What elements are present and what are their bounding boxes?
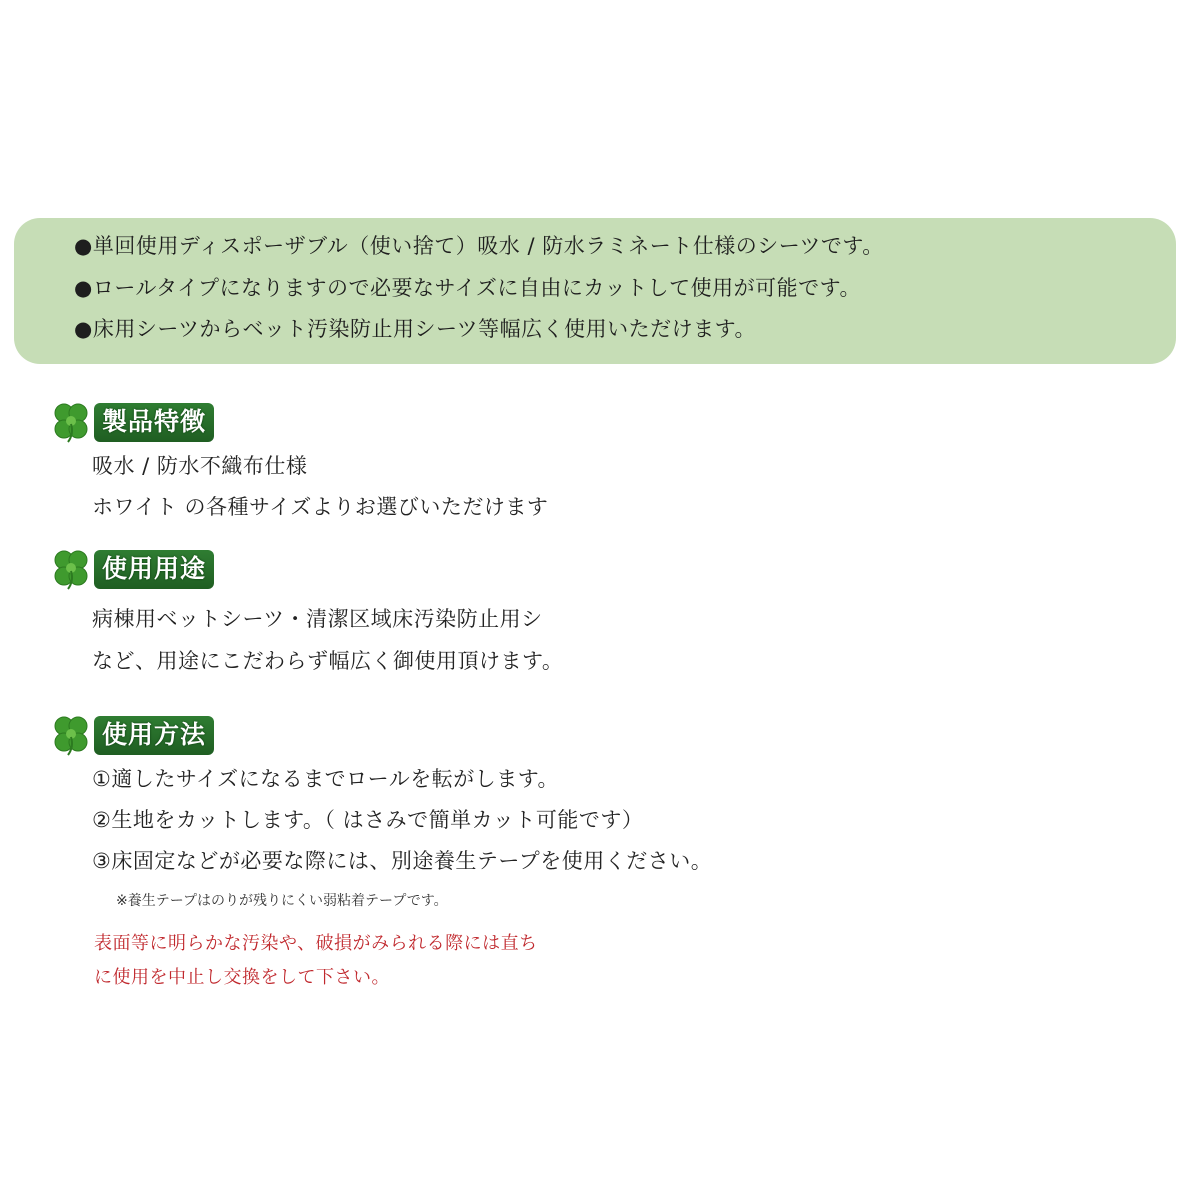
howto-step-1: ①適したサイズになるまでロールを転がします。 [92,767,560,791]
section-heading-howto [44,713,214,757]
warning-line-2: に使用を中止し交換をして下さい。 [94,967,390,988]
section-title-features: 製品特徴 [94,403,214,442]
summary-line-1: ●単回使用ディスポーザブル（使い捨て）吸水 / 防水ラミネート仕様のシーツです。 [74,234,884,258]
howto-note: ※養生テープはのりが残りにくい弱粘着テープです。 [116,893,448,909]
section-title-uses: 使用用途 [94,550,214,589]
summary-box [14,218,1176,364]
section-heading-features [44,400,214,444]
howto-step-3: ③床固定などが必要な際には、別途養生テープを使用ください。 [92,849,713,873]
features-line-2: ホワイト の各種サイズよりお選びいただけます [92,495,549,519]
section-heading-uses [44,547,214,591]
clover-icon [44,547,100,591]
warning-line-1: 表面等に明らかな汚染や、破損がみられる際には直ち [94,933,538,954]
uses-line-1: 病棟用ベットシーツ・清潔区域床汚染防止用シ [92,607,543,631]
summary-line-3: ●床用シーツからベット汚染防止用シーツ等幅広く使用いただけます。 [74,317,756,341]
clover-icon [44,400,100,444]
features-line-1: 吸水 / 防水不織布仕様 [92,454,308,478]
summary-line-2: ●ロールタイプになりますので必要なサイズに自由にカットして使用が可能です。 [74,276,861,300]
howto-step-2: ②生地をカットします。（ はさみで簡単カット可能です） [92,808,644,832]
clover-icon [44,713,100,757]
uses-line-2: など、用途にこだわらず幅広く御使用頂けます。 [92,649,564,673]
section-title-howto: 使用方法 [94,716,214,755]
